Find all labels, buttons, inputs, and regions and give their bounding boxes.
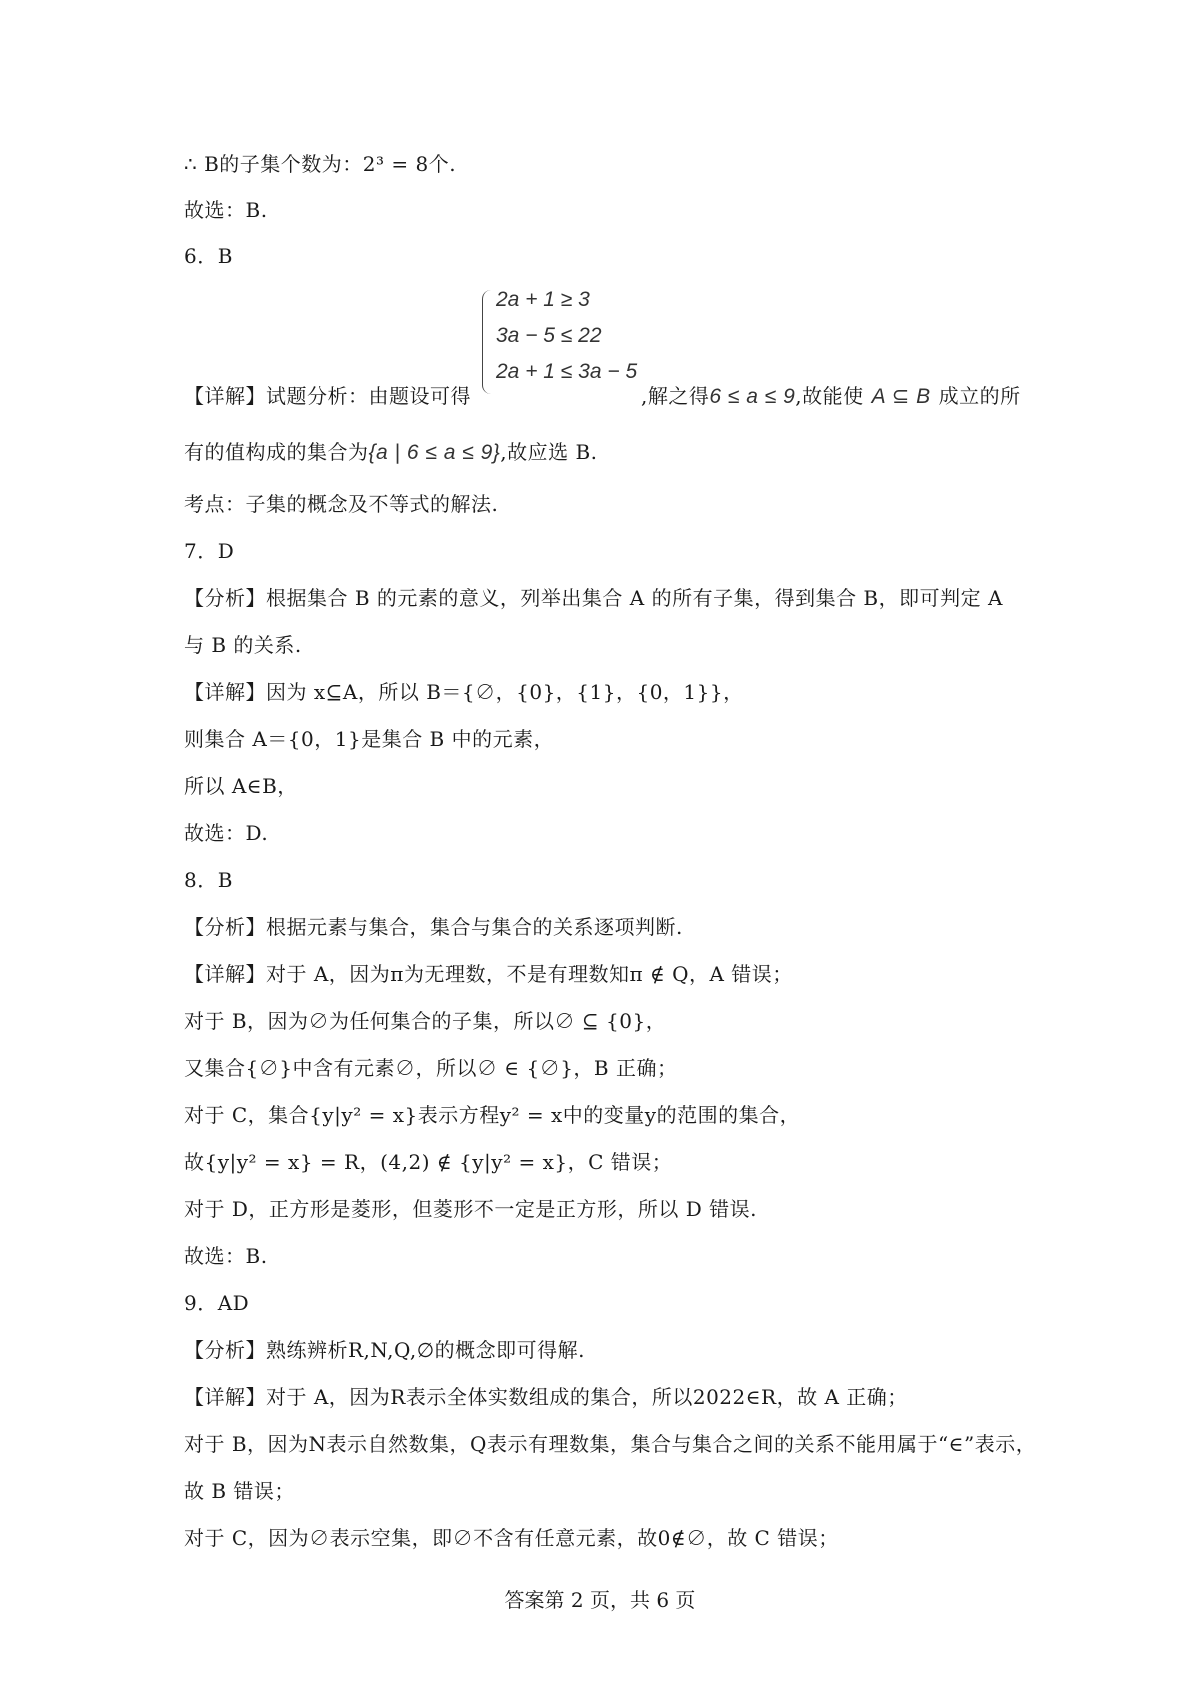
question-number: 8．B [184, 868, 233, 892]
text-line: 【分析】熟练辨析R,N,Q,∅的概念即可得解. [184, 1338, 586, 1362]
text-line: 对于 C，因为∅表示空集，即∅不含有任意元素，故0∉∅，故 C 错误； [184, 1526, 839, 1550]
inequality: 2a + 1 ≤ 3a − 5 [496, 360, 638, 383]
text-line: 又集合{∅}中含有元素∅，所以∅ ∈ {∅}，B 正确； [184, 1056, 678, 1080]
text-line: 故 B 错误； [184, 1479, 295, 1503]
text-line: 与 B 的关系. [184, 633, 302, 657]
text-segment: 有的值构成的集合为 [184, 440, 369, 464]
text-line: 考点：子集的概念及不等式的解法. [184, 492, 499, 516]
inequality: 2a + 1 ≥ 3 [496, 288, 590, 311]
text-line: 故选：B. [184, 1244, 268, 1268]
text-segment: 成立的所 [938, 384, 1021, 408]
inline-formula: A ⊆ B [871, 385, 931, 408]
text-line: 【分析】根据集合 B 的元素的意义，列举出集合 A 的所有子集，得到集合 B，即可判定 A [184, 586, 1003, 610]
text-line: 【详解】因为 x⊆A，所以 B＝{∅，{0}，{1}，{0，1}}， [184, 680, 744, 704]
text-segment: ,解之得 [641, 384, 710, 408]
text-line: 则集合 A＝{0，1}是集合 B 中的元素， [184, 727, 555, 751]
text-line: 对于 C，集合{y|y² = x}表示方程y² = x中的变量y的范围的集合， [184, 1103, 801, 1127]
text-line: 【详解】对于 A，因为R表示全体实数组成的集合，所以2022∈R，故 A 正确； [184, 1385, 908, 1409]
text-line: 故{y|y² = x} = R，(4,2) ∉ {y|y² = x}，C 错误； [184, 1150, 673, 1174]
text-segment: ,故应选 B. [500, 440, 598, 464]
text-line [184, 382, 1021, 411]
question-number: 6．B [184, 244, 233, 268]
text-segment: 【详解】试题分析：由题设可得 [184, 384, 471, 408]
question-number: 7．D [184, 539, 235, 563]
text-line [184, 438, 598, 467]
text-line: 对于 B，因为N表示自然数集，Q表示有理数集，集合与集合之间的关系不能用属于“∈”表示， [184, 1432, 1037, 1456]
text-line: 故选：B. [184, 198, 268, 222]
text-line: 对于 D，正方形是菱形，但菱形不一定是正方形，所以 D 错误. [184, 1197, 757, 1221]
question-number: 9．AD [184, 1291, 250, 1315]
inequality: 3a − 5 ≤ 22 [496, 324, 602, 347]
text-line: 【详解】对于 A，因为π为无理数，不是有理数知π ∉ Q，A 错误； [184, 962, 793, 986]
text-line: 对于 B，因为∅为任何集合的子集，所以∅ ⊆ {0}， [184, 1009, 667, 1033]
inline-formula: 6 ≤ a ≤ 9 [709, 385, 796, 408]
inline-formula: {a | 6 ≤ a ≤ 9} [368, 441, 501, 464]
text-line: 【分析】根据元素与集合，集合与集合的关系逐项判断. [184, 915, 683, 939]
text-line: 故选：D. [184, 821, 269, 845]
page-footer: 答案第 2 页，共 6 页 [504, 1588, 696, 1612]
text-line: ∴ B的子集个数为：2³ = 8个. [184, 152, 457, 176]
brace-icon [482, 290, 491, 394]
text-line: 所以 A∈B， [184, 774, 298, 798]
text-segment: ,故能使 [795, 384, 864, 408]
